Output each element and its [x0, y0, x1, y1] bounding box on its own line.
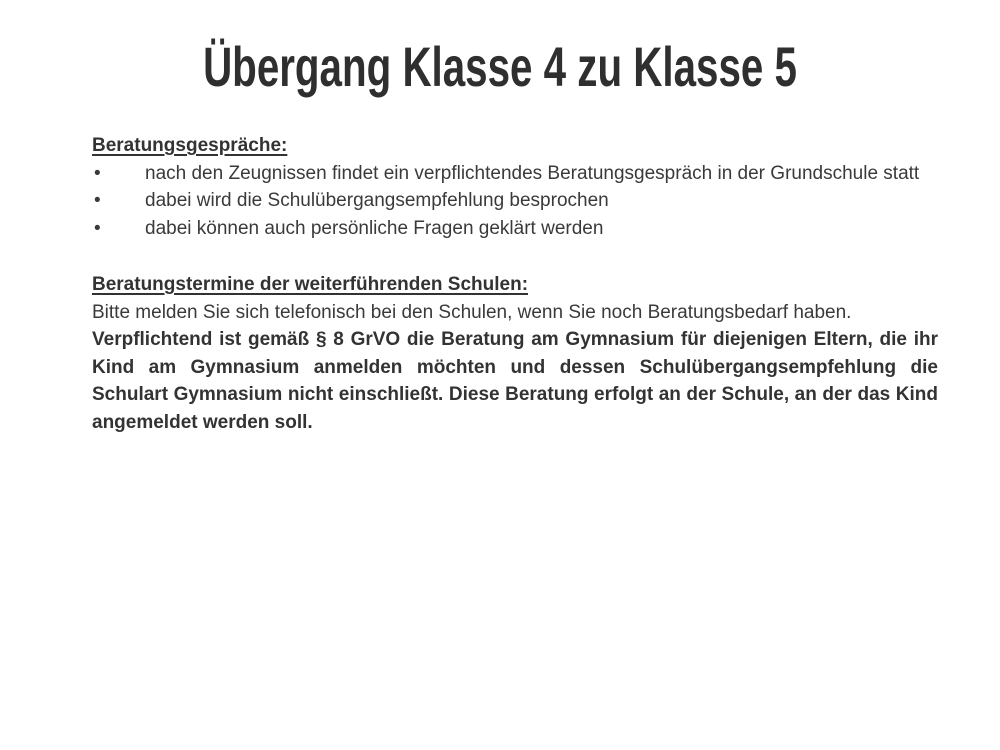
- bullet-list: [92, 160, 938, 243]
- section-divider-space: [92, 242, 938, 271]
- bullet-text: nach den Zeugnissen findet ein verpflichtendes Beratungsgespräch in der Grundschule statt: [145, 162, 920, 184]
- slide-body: [92, 132, 938, 436]
- list-item: [92, 215, 938, 243]
- section-heading-beratungsgespraeche: Beratungsgespräche:: [92, 135, 288, 156]
- list-item: [92, 187, 938, 215]
- bullet-text: dabei wird die Schulübergangsempfehlung besprochen: [145, 190, 609, 211]
- section-heading-beratungstermine: Beratungstermine der weiterführenden Schulen:: [92, 274, 529, 295]
- bullet-icon: •: [94, 217, 101, 239]
- bullet-icon: •: [94, 190, 101, 211]
- slide-title: Übergang Klasse 4 zu Klasse 5: [203, 35, 797, 98]
- section-beratungsgespraeche: [92, 132, 938, 242]
- bullet-text: dabei können auch persönliche Fragen geklärt werden: [145, 217, 604, 239]
- list-item: [92, 160, 938, 188]
- bullet-icon: •: [94, 162, 101, 184]
- intro-paragraph: Bitte melden Sie sich telefonisch bei den Schulen, wenn Sie noch Beratungsbedarf haben.: [92, 301, 852, 323]
- section-beratungstermine: [92, 271, 938, 436]
- mandatory-consultation-paragraph: Verpflichtend ist gemäß § 8 GrVO die Beratung am Gymnasium für diejenigen Eltern, die ihr Kind am Gymnasium anmelden möchten und dessen Schulübergangsempfehlung die Schulart Gymnasium nicht einschließt. Diese Beratung erfolgt an der Schule, an der das Kind angemeldet werden soll.: [92, 329, 938, 433]
